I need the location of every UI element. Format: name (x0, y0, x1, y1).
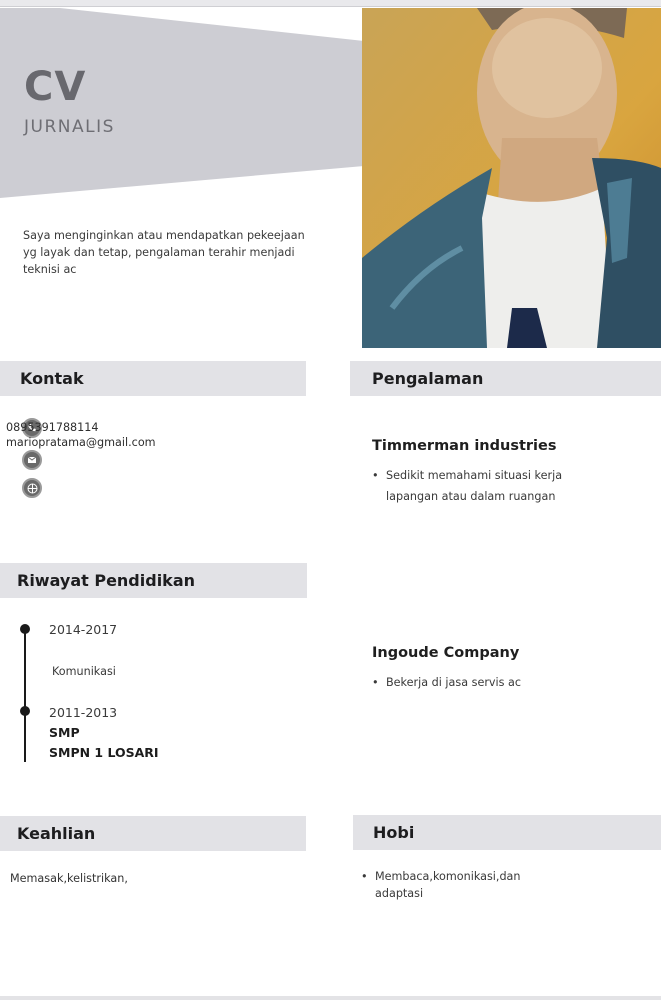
contact-heading: Kontak (20, 369, 84, 388)
page-title: CV (24, 64, 87, 110)
profile-photo (362, 8, 661, 348)
job-bullets (372, 672, 632, 693)
skills-text: Memasak,kelistrikan, (10, 872, 128, 885)
hobbies-list (361, 868, 541, 902)
mail-icon (22, 450, 42, 470)
job-subtitle: JURNALIS (24, 117, 115, 137)
web-icon (22, 478, 42, 498)
education-years: 2014-2017 (49, 622, 118, 637)
education-school: SMPN 1 LOSARI (49, 745, 159, 760)
experience-heading: Pengalaman (372, 369, 484, 388)
education-years: 2011-2013 (49, 705, 118, 720)
skills-heading: Keahlian (17, 824, 96, 843)
skills-section-header (0, 816, 306, 851)
contact-section-header (0, 361, 306, 396)
experience-section-header (350, 361, 661, 396)
hobbies-heading: Hobi (373, 823, 415, 842)
job-bullets (372, 465, 602, 507)
timeline-dot (20, 706, 30, 716)
education-level: SMP (49, 725, 80, 740)
hobbies-section-header (353, 815, 661, 850)
education-field: Komunikasi (52, 665, 116, 678)
timeline-dot (20, 624, 30, 634)
education-heading: Riwayat Pendidikan (17, 571, 196, 590)
job-company: Ingoude Company (372, 645, 520, 661)
education-section-header (0, 563, 307, 598)
summary-text: Saya menginginkan atau mendapatkan pekeejaan yg layak dan tetap, pengalaman terahir menjadi teknisi ac (23, 229, 305, 276)
bottom-border (0, 996, 661, 1000)
list-item: • Membaca,komonikasi,dan adaptasi (361, 868, 541, 902)
job-company: Timmerman industries (372, 438, 557, 454)
timeline-line (24, 626, 26, 762)
email-address[interactable]: mariopratama@gmail.com (6, 436, 156, 449)
phone-number: 0895391788114 (6, 421, 99, 434)
list-item: • Sedikit memahami situasi kerja lapangan atau dalam ruangan (372, 465, 602, 507)
list-item: • Bekerja di jasa servis ac (372, 672, 632, 693)
top-border (0, 0, 661, 7)
